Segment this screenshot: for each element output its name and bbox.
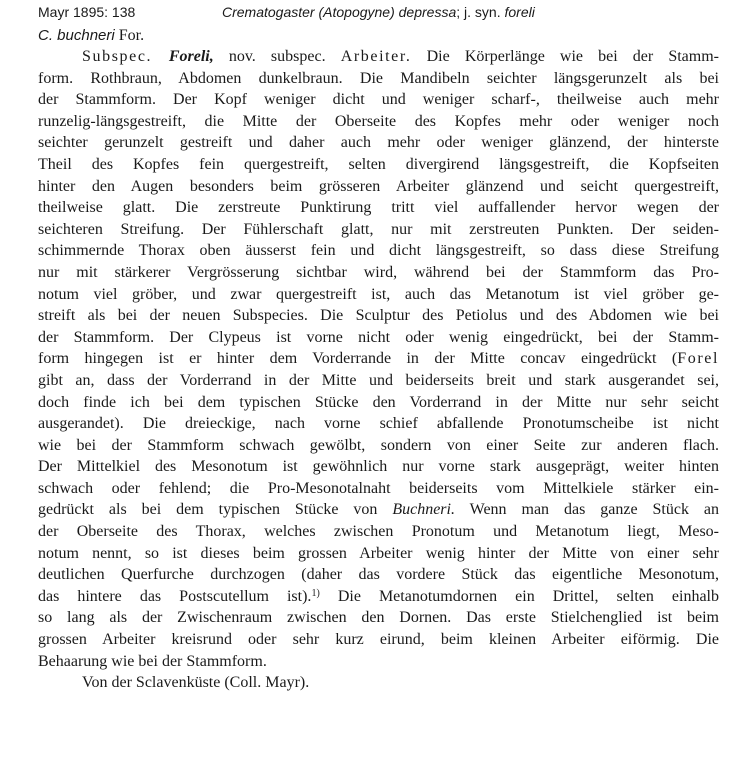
- text-line-28: grossen Arbeiter kreisrund oder sehr kurz eirund, beim kleinen Arbeiter eiförmig. Die: [38, 631, 719, 649]
- text-line-5: seichter gerunzelt gestreift und daher auch mehr oder weniger glänzend, der hinterste: [38, 134, 719, 152]
- subspec-label: Subspec.: [82, 48, 169, 65]
- text-line-7: hinter den Augen besonders beim grösseren Arbeiter glänzend und seicht quergestreift,: [38, 177, 719, 195]
- species-buchneri: Buchneri.: [392, 501, 455, 519]
- taxon-header: [222, 4, 535, 20]
- text-line-15: [38, 348, 719, 370]
- text-line-11: nur mit stärkerer Vergrösserung sichtbar wird, während bei der Stammform das Pro-: [38, 263, 719, 281]
- original-name: C. buchneri: [38, 27, 115, 44]
- text-line-21: schwach oder fehlend; die Pro-Mesonotalnaht beiderseits vom Mittelkiele stärker ein-: [38, 479, 719, 497]
- text-line-2: form. Rothbraun, Abdomen dunkelbraun. Die Mandibeln seichter längsgerunzelt als bei: [38, 69, 719, 87]
- text-line-20: Der Mittelkiel des Mesonotum ist gewöhnlich nur vorne stark ausgeprägt, weiter hinten: [38, 458, 719, 476]
- taxon-separator: ;: [456, 4, 461, 20]
- text-line-13: streift als bei der neuen Subspecies. Die Sculptur des Petiolus und des Abdomen wie bei: [38, 307, 719, 325]
- text-line-10: schimmernde Thorax oben äusserst fein und dicht längsgestreift, so dass diese Streifung: [38, 242, 719, 260]
- text-line-22: [38, 499, 719, 521]
- text-line-16: gibt an, dass der Vorderrand in der Mitte und beiderseits breit und stark ausgerandet sei,: [38, 371, 719, 389]
- text-line-26: [38, 586, 719, 608]
- synonym-name: foreli: [504, 4, 535, 20]
- citation-reference: Mayr 1895: 138: [38, 4, 136, 20]
- text-line-8: theilweise glatt. Die zerstreute Punktirung tritt viel auffallender hervor wegen der: [38, 199, 719, 217]
- original-name-line: [38, 27, 144, 45]
- synonym-label: j. syn.: [460, 4, 505, 20]
- text-line-1: [38, 46, 719, 68]
- line-22-text: gedrückt als bei dem typischen Stücke von: [38, 501, 393, 519]
- line-26-rest: Die Metanotumdornen ein Drittel, selten einhalb: [319, 587, 719, 605]
- line-26-text: das hintere das Postscutellum ist).: [38, 587, 312, 605]
- locality-line: Von der Sclavenküste (Coll. Mayr).: [82, 674, 310, 692]
- text-line-19: wie bei der Stammform schwach gewölbt, sondern von einer Seite zur anderen flach.: [38, 436, 719, 454]
- text-line-18: ausgerandet). Die dreieckige, nach vorne schief abfallende Pronotumscheibe ist nicht: [38, 415, 719, 433]
- text-line-3: der Stammform. Der Kopf weniger dicht und weniger scharf-, theilweise auch mehr: [38, 91, 719, 109]
- line-22-rest: Wenn man das ganze Stück an: [454, 501, 720, 519]
- text-line-14: der Stammform. Der Clypeus ist vorne nicht oder wenig eingedrückt, bei der Stamm-: [38, 328, 719, 346]
- text-line-25: deutlichen Querfurche durchzogen (daher das vordere Stück das eigentliche Mesonotum,: [38, 566, 719, 584]
- line-15-text: form hingegen ist er hinter dem Vorderrande in der Mitte concav eingedrückt (: [38, 350, 678, 368]
- footnote-marker: 1): [311, 587, 320, 599]
- text-line-24: notum nennt, so ist dieses beim grossen Arbeiter wenig hinter der Mitte von einer sehr: [38, 544, 719, 562]
- text-line-27: so lang als der Zwischenraum zwischen den Dornen. Das erste Stielchenglied ist beim: [38, 609, 719, 627]
- text-line-6: Theil des Kopfes fein quergestreift, selten divergirend längsgestreift, die Kopfseiten: [38, 155, 719, 173]
- text-line-23: der Oberseite des Thorax, welches zwischen Pronotum und Metanotum liegt, Meso-: [38, 523, 719, 541]
- line-1-rest: Die Körperlänge wie bei der Stamm-: [411, 48, 719, 65]
- text-line-17: doch finde ich bei dem typischen Stücke den Vorderrand in der Mitte nur sehr seicht: [38, 393, 719, 411]
- description-text: [38, 46, 719, 694]
- text-line-12: notum viel gröber, und zwar quergestreift ist, auch das Metanotum ist viel gröber ge-: [38, 285, 719, 303]
- text-line-4: runzelig-längsgestreift, die Mitte der Oberseite des Kopfes mehr oder weniger noch: [38, 112, 719, 130]
- text-line-9: seichteren Streifung. Der Fühlerschaft glatt, nur mit zerstreuten Punkten. Der seiden-: [38, 220, 719, 238]
- nov-subspec: nov. subspec.: [213, 48, 341, 65]
- subspecies-name: Foreli,: [168, 48, 214, 65]
- author-forel: Forel: [677, 350, 719, 368]
- caste-label: Arbeiter.: [340, 48, 412, 65]
- text-line-29: Behaarung wie bei der Stammform.: [38, 652, 267, 670]
- author-abbrev: For.: [114, 27, 145, 44]
- taxon-name: Crematogaster (Atopogyne) depressa: [222, 4, 457, 20]
